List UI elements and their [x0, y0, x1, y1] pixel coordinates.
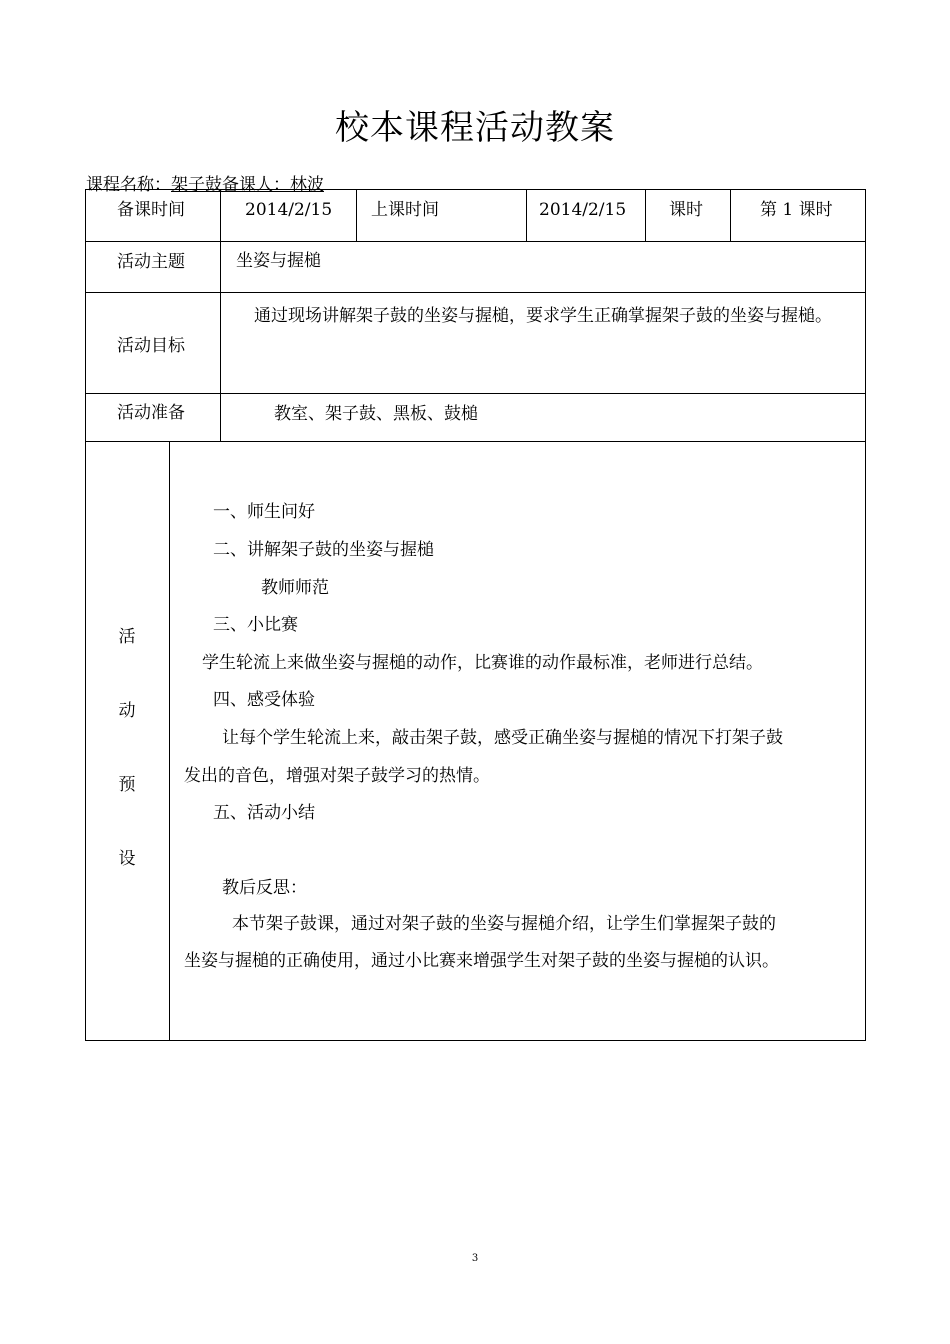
- table-row-divider: [85, 241, 866, 242]
- plan-step-4-text: 发出的音色，增强对架子鼓学习的热情。: [184, 766, 490, 786]
- plan-step-3: 三、小比赛: [213, 615, 298, 635]
- page-title: 校本课程活动教案: [335, 108, 615, 148]
- class-time-label: 上课时间: [371, 200, 439, 220]
- course-info: [86, 170, 324, 195]
- table-col-divider: [220, 189, 221, 441]
- table-col-divider: [526, 189, 527, 241]
- table-row-divider: [85, 441, 866, 442]
- plan-step-1: 一、师生问好: [213, 502, 315, 522]
- plan-step-5: 五、活动小结: [213, 803, 315, 823]
- table-col-divider: [356, 189, 357, 241]
- prep-time-label: 备课时间: [117, 200, 185, 220]
- prep-label: 活动准备: [117, 403, 185, 423]
- reflection-text: 本节架子鼓课，通过对架子鼓的坐姿与握槌介绍，让学生们掌握架子鼓的: [232, 914, 776, 934]
- table-row-divider: [85, 292, 866, 293]
- theme-label: 活动主题: [117, 252, 185, 272]
- prep-time-value: 2014/2/15: [245, 200, 333, 220]
- page-number: 3: [471, 1253, 479, 1264]
- plan-label-char: 活: [118, 627, 136, 647]
- plan-step-4: 四、感受体验: [213, 690, 315, 710]
- prep-value: 教室、架子鼓、黑板、鼓槌: [274, 404, 478, 424]
- reflection-text: 坐姿与握槌的正确使用，通过小比赛来增强学生对架子鼓的坐姿与握槌的认识。: [184, 951, 779, 971]
- plan-step-2-sub: 教师师范: [261, 578, 329, 598]
- period-value: 第 1 课时: [760, 200, 833, 220]
- plan-label-char: 预: [118, 775, 136, 795]
- table-border-left: [85, 189, 86, 1040]
- table-border-right: [865, 189, 866, 1040]
- plan-step-2: 二、讲解架子鼓的坐姿与握槌: [213, 540, 434, 560]
- class-time-value: 2014/2/15: [539, 200, 627, 220]
- course-name-value: 架子鼓备课人：林波: [171, 175, 324, 195]
- plan-label-char: 动: [118, 701, 136, 721]
- goal-label: 活动目标: [117, 336, 185, 356]
- goal-text: 通过现场讲解架子鼓的坐姿与握槌，要求学生正确掌握架子鼓的坐姿与握槌。: [254, 306, 832, 326]
- table-row-divider: [85, 393, 866, 394]
- table-border-top: [85, 189, 866, 190]
- period-label: 课时: [669, 200, 703, 220]
- plan-label-char: 设: [118, 849, 136, 869]
- theme-value: 坐姿与握槌: [236, 251, 321, 271]
- course-name-label: 课程名称：: [86, 175, 171, 195]
- plan-step-3-text: 学生轮流上来做坐姿与握槌的动作，比赛谁的动作最标准，老师进行总结。: [202, 653, 763, 673]
- table-border-bottom: [85, 1040, 866, 1041]
- table-col-divider: [730, 189, 731, 241]
- table-col-divider: [169, 441, 170, 1040]
- table-col-divider: [645, 189, 646, 241]
- plan-step-4-text: 让每个学生轮流上来，敲击架子鼓，感受正确坐姿与握槌的情况下打架子鼓: [222, 728, 783, 748]
- reflection-label: 教后反思：: [222, 878, 307, 898]
